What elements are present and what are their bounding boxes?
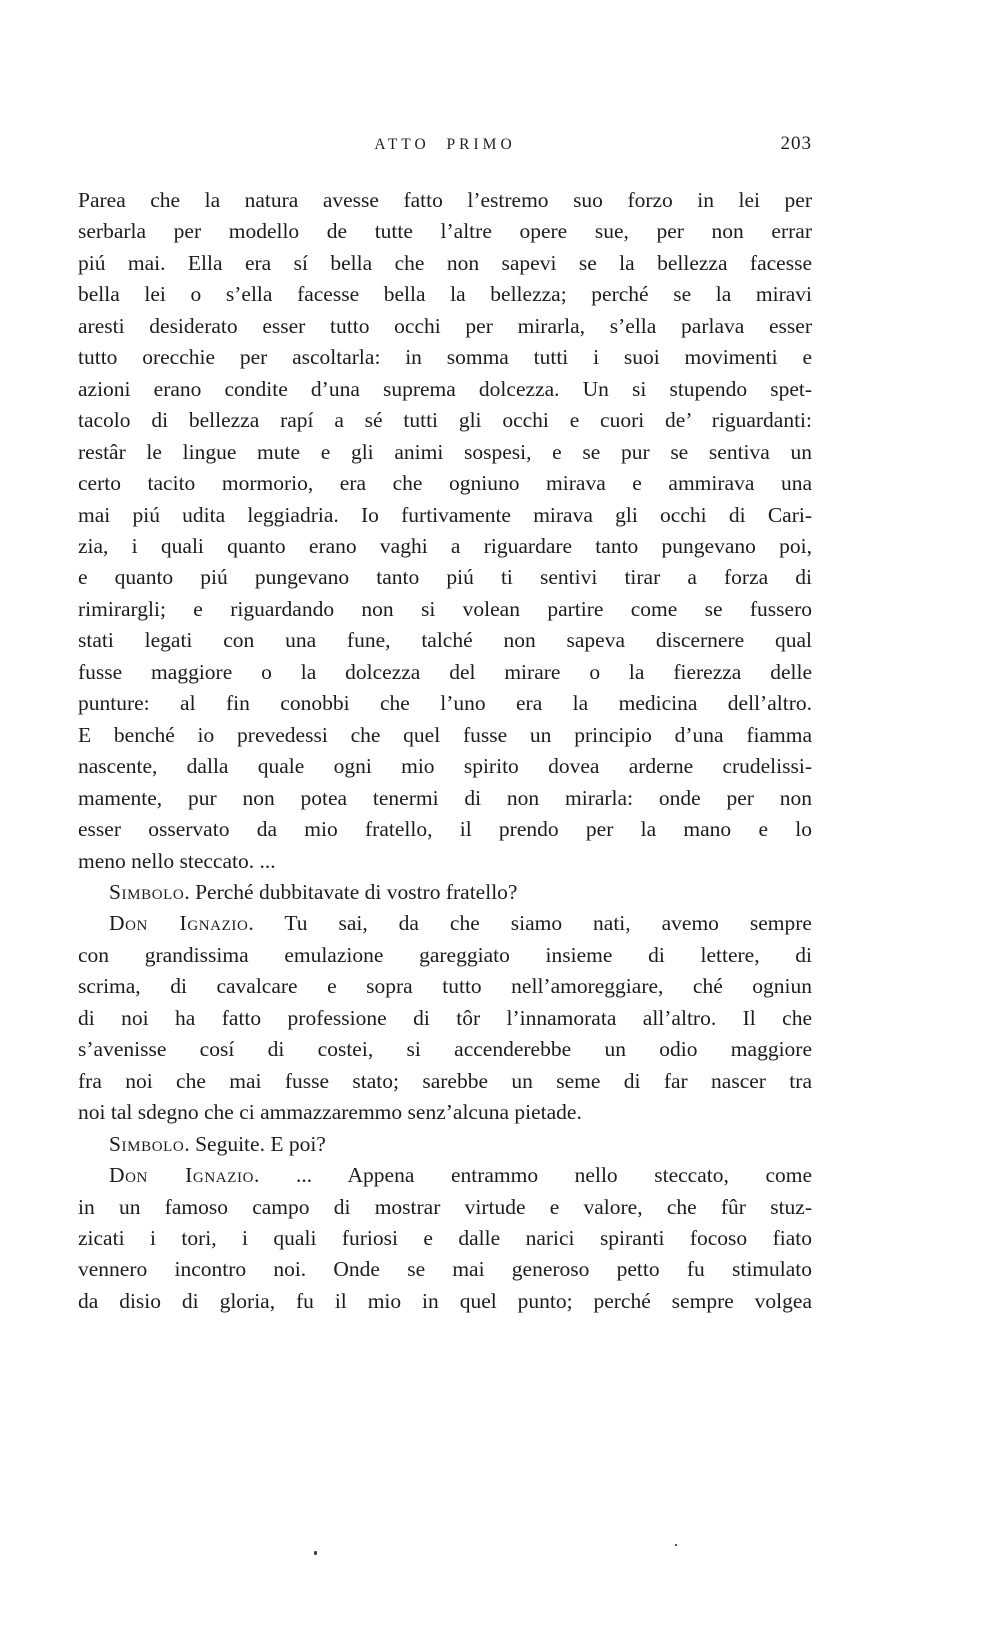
text-line: Simbolo. Seguite. E poi? bbox=[109, 1131, 326, 1156]
text-line: Don Ignazio. ... Appena entrammo nello steccato, come bbox=[109, 1163, 812, 1188]
text-line: vennero incontro noi. Onde se mai generoso petto fu stimulato bbox=[78, 1257, 812, 1282]
scan-speck bbox=[675, 1544, 677, 1546]
text-line: bella lei o s’ella facesse bella la bellezza; perché se la miravi bbox=[78, 282, 812, 307]
text-line: tutto orecchie per ascoltarla: in somma tutti i suoi movimenti e bbox=[78, 345, 812, 370]
text-line: tacolo di bellezza rapí a sé tutti gli occhi e cuori de’ riguardanti: bbox=[78, 408, 812, 433]
text-line: zicati i tori, i quali furiosi e dalle narici spiranti focoso fiato bbox=[78, 1225, 812, 1250]
text-line: fusse maggiore o la dolcezza del mirare o la fierezza delle bbox=[78, 659, 812, 684]
text-block bbox=[78, 185, 812, 1317]
text-line: zia, i quali quanto erano vaghi a riguardare tanto pungevano poi, bbox=[78, 533, 812, 558]
text-line: con grandissima emulazione gareggiato insieme di lettere, di bbox=[78, 942, 812, 967]
text-line: e quanto piú pungevano tanto piú ti sentivi tirar a forza di bbox=[78, 565, 812, 590]
speaker-name: Don Ignazio bbox=[109, 1163, 255, 1188]
text-line: in un famoso campo di mostrar virtude e valore, che fûr stuz- bbox=[78, 1194, 812, 1219]
page-number: 203 bbox=[780, 133, 812, 154]
text-line: fra noi che mai fusse stato; sarebbe un seme di far nascer tra bbox=[78, 1068, 812, 1093]
speaker-name: Simbolo bbox=[109, 879, 185, 904]
scan-speck bbox=[314, 1551, 317, 1555]
text-line: Parea che la natura avesse fatto l’estremo suo forzo in lei per bbox=[78, 188, 812, 212]
page-header-title: ATTO PRIMO bbox=[374, 136, 516, 153]
text-line: da disio di gloria, fu il mio in quel punto; perché sempre volgea bbox=[78, 1288, 812, 1313]
text-line: stati legati con una fune, talché non sapeva discernere qual bbox=[78, 628, 812, 653]
text-line: scrima, di cavalcare e sopra tutto nell’amoreggiare, ché ogniun bbox=[78, 974, 812, 999]
text-line: piú mai. Ella era sí bella che non sapevi se la bellezza facesse bbox=[78, 250, 812, 275]
text-line: mamente, pur non potea tenermi di non mirarla: onde per non bbox=[78, 785, 812, 810]
text-line: esser osservato da mio fratello, il prendo per la mano e lo bbox=[78, 817, 812, 842]
text-line: E benché io prevedessi che quel fusse un principio d’una fiamma bbox=[78, 722, 812, 747]
speaker-name: Simbolo bbox=[109, 1131, 185, 1156]
text-line: Don Ignazio. Tu sai, da che siamo nati, avemo sempre bbox=[109, 911, 812, 936]
text-line: di noi ha fatto professione di tôr l’innamorata all’altro. Il che bbox=[78, 1005, 812, 1030]
text-line: meno nello steccato. ... bbox=[78, 848, 276, 873]
text-line: serbarla per modello de tutte l’altre opere sue, per non errar bbox=[78, 219, 812, 244]
text-line: aresti desiderato esser tutto occhi per mirarla, s’ella parlava esser bbox=[78, 313, 812, 338]
text-line: restâr le lingue mute e gli animi sospesi, e se pur se sentiva un bbox=[78, 439, 812, 464]
text-line: mai piú udita leggiadria. Io furtivamente mirava gli occhi di Cari- bbox=[78, 502, 812, 527]
text-line: punture: al fin conobbi che l’uno era la medicina dell’altro. bbox=[78, 691, 812, 716]
text-line: noi tal sdegno che ci ammazzaremmo senz’alcuna pietade. bbox=[78, 1100, 582, 1125]
text-line: azioni erano condite d’una suprema dolcezza. Un si stupendo spet- bbox=[78, 376, 812, 401]
text-line: rimirargli; e riguardando non si volean partire come se fussero bbox=[78, 596, 812, 621]
text-line: certo tacito mormorio, era che ogniuno mirava e ammirava una bbox=[78, 471, 812, 496]
speaker-name: Don Ignazio bbox=[109, 911, 249, 936]
text-line: Simbolo. Perché dubbitavate di vostro fratello? bbox=[109, 879, 518, 904]
text-line: s’avenisse cosí di costei, si accenderebbe un odio maggiore bbox=[78, 1037, 812, 1062]
text-line: nascente, dalla quale ogni mio spirito dovea arderne crudelissi- bbox=[78, 754, 812, 779]
